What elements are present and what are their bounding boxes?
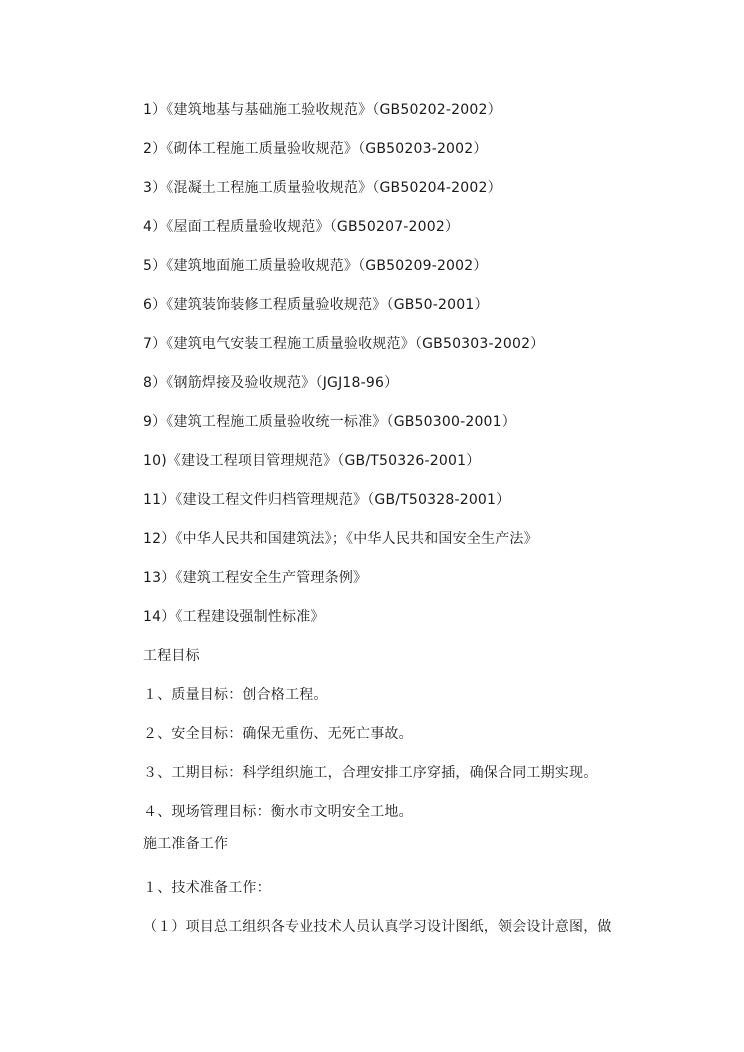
standard-item-1: 1）《建筑地基与基础施工验收规范》（GB50202-2002） xyxy=(143,102,502,118)
goal-item-safety: ２、安全目标：确保无重伤、无死亡事故。 xyxy=(143,726,413,742)
standard-item-3: 3）《混凝土工程施工质量验收规范》（GB50204-2002） xyxy=(143,180,502,196)
standard-item-6: 6）《建筑装饰装修工程质量验收规范》（GB50-2001） xyxy=(143,297,489,313)
goal-item-site-management: ４、现场管理目标：衡水市文明安全工地。 xyxy=(143,804,413,820)
preparation-heading: 施工准备工作 xyxy=(143,836,229,852)
preparation-paragraph: （１）项目总工组织各专业技术人员认真学习设计图纸，领会设计意图，做 xyxy=(143,919,612,935)
standard-item-8: 8）《钢筋焊接及验收规范》（JGJ18-96） xyxy=(143,375,399,391)
standard-item-10: 10)《建设工程项目管理规范》（GB/T50326-2001） xyxy=(143,453,481,469)
standard-item-12: 12）《中华人民共和国建筑法》；《中华人民共和国安全生产法》 xyxy=(143,531,538,547)
goal-item-schedule: ３、工期目标：科学组织施工，合理安排工序穿插，确保合同工期实现。 xyxy=(143,765,598,781)
standard-item-4: 4）《屋面工程质量验收规范》（GB50207-2002） xyxy=(143,219,460,235)
goal-item-quality: １、质量目标：创合格工程。 xyxy=(143,687,328,703)
standard-item-13: 13）《建筑工程安全生产管理条例》 xyxy=(143,570,368,586)
standard-item-14: 14）《工程建设强制性标准》 xyxy=(143,609,325,625)
standard-item-5: 5）《建筑地面施工质量验收规范》（GB50209-2002） xyxy=(143,258,488,274)
preparation-subheading: １、技术准备工作： xyxy=(143,880,271,896)
standard-item-11: 11）《建设工程文件归档管理规范》（GB/T50328-2001） xyxy=(143,492,511,508)
standard-item-7: 7）《建筑电气安装工程施工质量验收规范》（GB50303-2002） xyxy=(143,336,545,352)
standard-item-2: 2）《砌体工程施工质量验收规范》（GB50203-2002） xyxy=(143,141,488,157)
goals-heading: 工程目标 xyxy=(143,648,200,664)
standard-item-9: 9）《建筑工程施工质量验收统一标准》（GB50300-2001） xyxy=(143,414,516,430)
